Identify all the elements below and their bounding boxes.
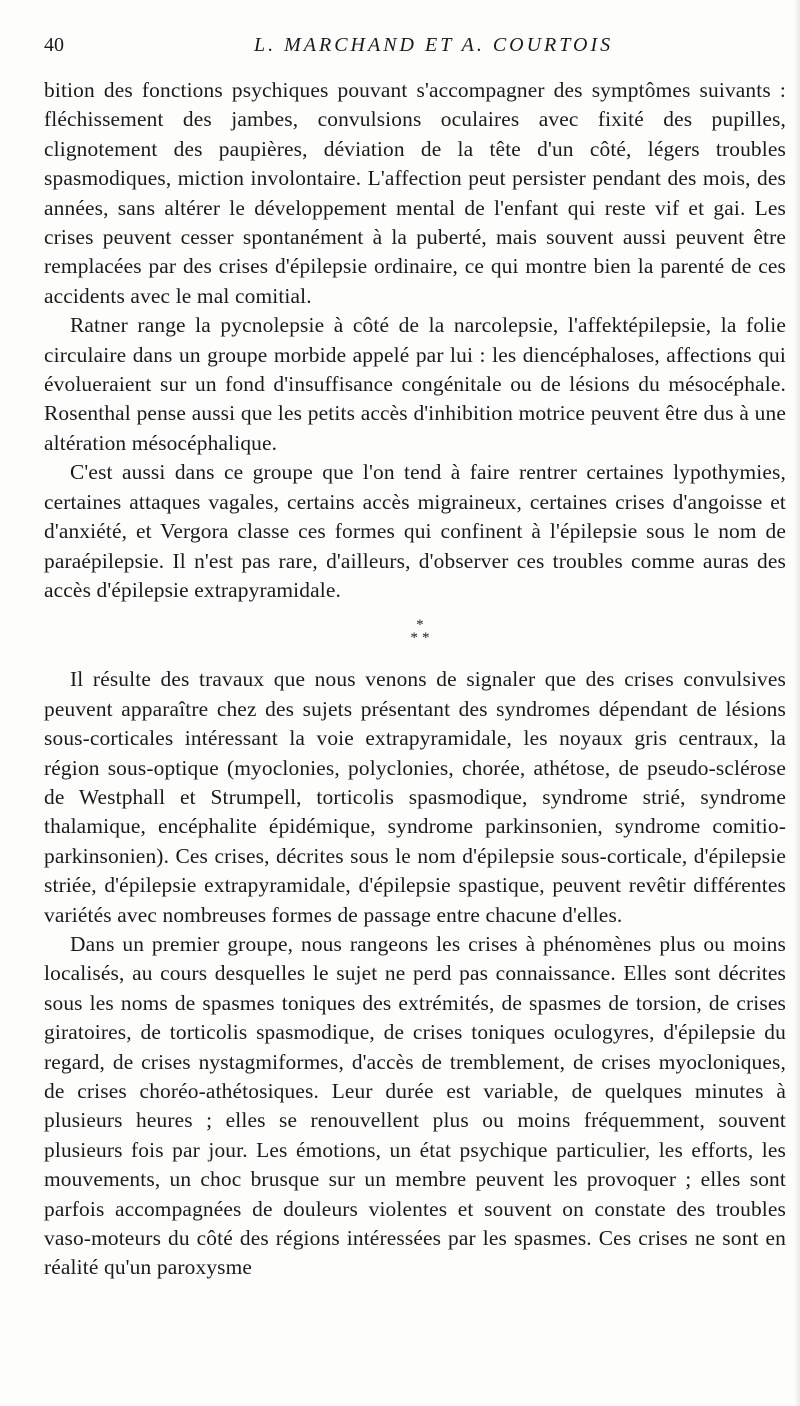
body-text (44, 76, 786, 1283)
page-number: 40 (44, 34, 64, 56)
running-head (44, 34, 786, 68)
page-edge-shadow (794, 0, 800, 1406)
paragraph-ratner: Ratner range la pycnolepsie à côté de la narcolepsie, l'affektépilepsie, la folie circulaire dans un groupe morbide appelé par lui : les diencéphaloses, affections qui évolueraient sur un fond d'insuffisance congénitale ou de lésions du mésocéphale. Rosenthal pense aussi que les petits accès d'inhibition motrice peuvent être dus à une altération mésocéphalique. (44, 313, 786, 455)
paragraph-premier-groupe: Dans un premier groupe, nous rangeons les crises à phénomènes plus ou moins localisés, au cours desquelles le sujet ne perd pas connaissance. Elles sont décrites sous les noms de spasmes toniques des extrémités, de spasmes de torsion, de crises giratoires, de torticolis spasmodique, de crises toniques oculogyres, d'épilepsie du regard, de crises nystagmiformes, d'accès de tremblement, de crises myocloniques, de crises choréo-athétosiques. Leur durée est variable, de quelques minutes à plusieurs heures ; elles se renouvellent plus ou moins fréquemment, souvent plusieurs fois par jour. Les émotions, un état psychique particulier, les efforts, les mouvements, un choc brusque sur un membre peuvent les provoquer ; elles sont parfois accompagnées de douleurs violentes et souvent on constate des troubles vaso-moteurs du côté des régions intéressées par les spasmes. Ces crises ne sont en réalité qu'un paroxysme (44, 931, 786, 1280)
paragraph-resultats: Il résulte des travaux que nous venons de signaler que des crises convulsives peuvent apparaître chez des sujets présentant des syndromes dépendant de lésions sous-corticales intéressant la voie extrapyramidale, les noyaux gris centraux, la région sous-optique (myoclonies, polyclonies, chorée, athétose, de pseudo-sclérose de Westphall et Strumpell, torticolis spasmodique, syndrome strié, syndrome thalamique, encéphalite épidémique, syndrome parkinsonien, syndrome comitio-parkinsonien). Ces crises, décrites sous le nom d'épilepsie sous-corticale, d'épilepsie striée, d'épilepsie extrapyramidale, d'épilepsie spastique, peuvent revêtir différentes variétés avec nombreuses formes de passage entre chacune d'elles. (44, 667, 786, 927)
section-separator (44, 619, 786, 645)
running-title: L. MARCHAND ET A. COURTOIS (254, 34, 614, 56)
paragraph-continued: bition des fonctions psychiques pouvant s'accompagner des symptômes suivants : fléchissement des jambes, convulsions oculaires avec fixité des pupilles, clignotement des paupières, déviation de la tête d'un côté, légers troubles spasmodiques, miction involontaire. L'affection peut persister pendant des mois, des années, sans altérer le développement mental de l'enfant qui reste vif et gai. Les crises peuvent cesser spontanément à la puberté, mais souvent aussi peuvent être remplacées par des crises d'épilepsie ordinaire, ce qui montre bien la parenté de ces accidents avec le mal comitial. (44, 78, 786, 308)
separator-bottom-stars: * * (410, 630, 430, 647)
separator-top-star: * (416, 617, 424, 634)
paragraph-lypothymies: C'est aussi dans ce groupe que l'on tend à faire rentrer certaines lypothymies, certaines attaques vagales, certains accès migraineux, certaines crises d'angoisse et d'anxiété, et Vergora classe ces formes qui confinent à l'épilepsie sous le nom de paraépilepsie. Il n'est pas rare, d'ailleurs, d'observer ces troubles comme auras des accès d'épilepsie extrapyramidale. (44, 460, 786, 602)
